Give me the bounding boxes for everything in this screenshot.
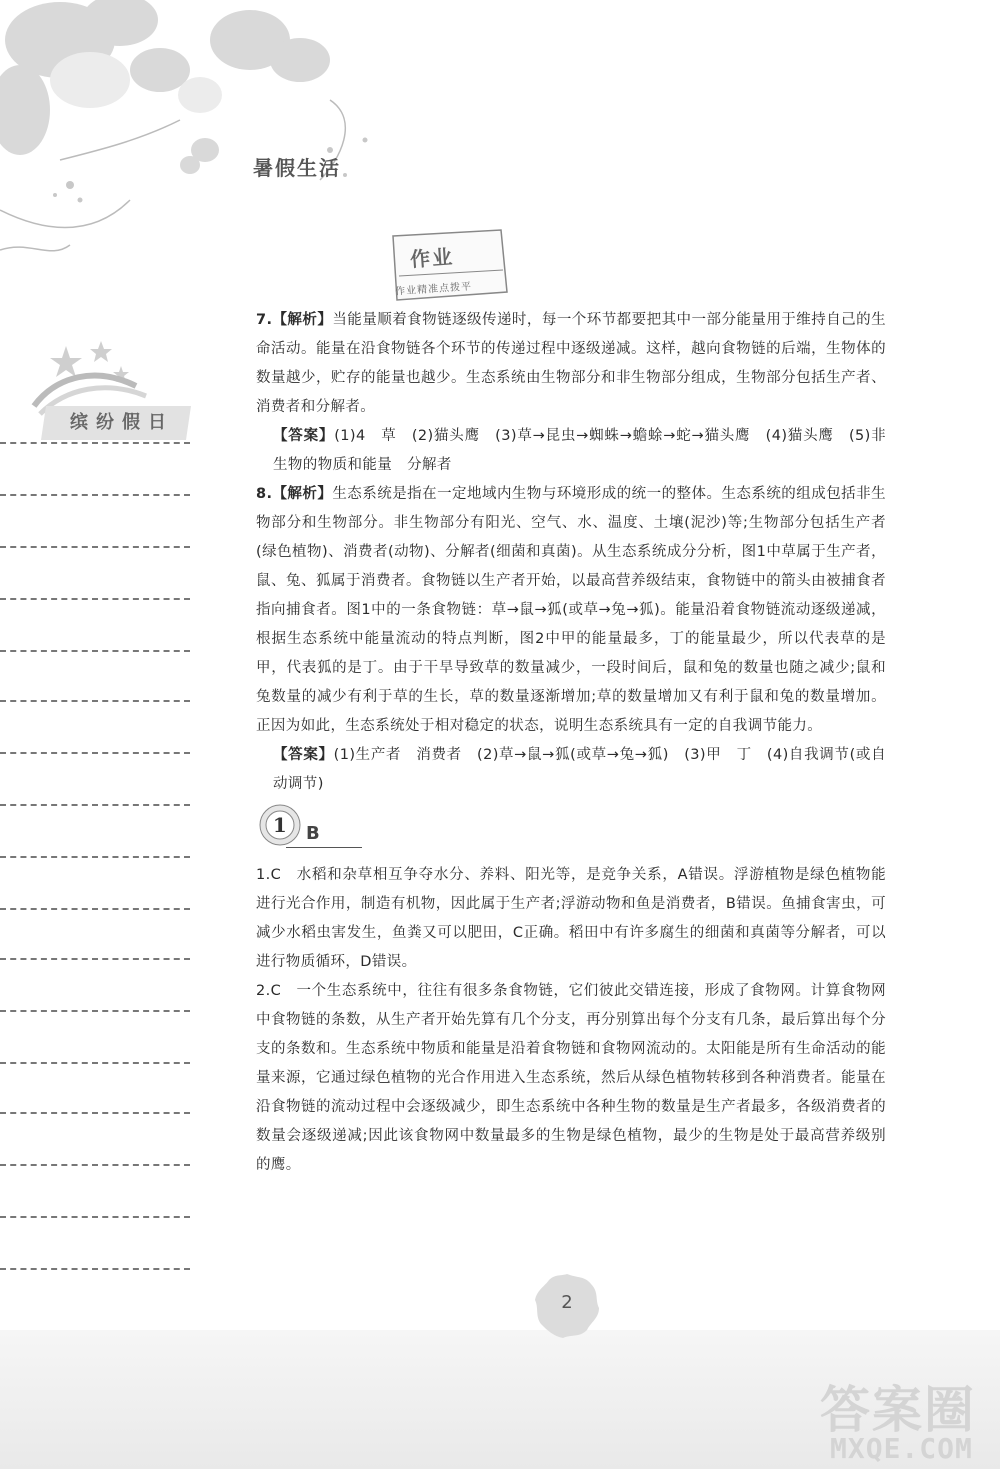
note-line xyxy=(0,494,190,496)
q8-analysis-text: 生态系统是指在一定地域内生物与环境形成的统一的整体。生态系统的组成包括非生物部分和生物部分。非生物部分有阳光、空气、水、温度、土壤(泥沙)等;生物部分包括生产者(绿色植物)、消费者(动物)、分解者(细菌和真菌)。从生态系统成分分析，图1中草属于生产者，鼠、兔、狐属于消费者。食物链以生产者开始，以最高营养级结束，食物链中的箭头由被捕食者指向捕食者。图1中的一条食物链：草→鼠→狐(或草→兔→狐)。能量沿着食物链流动逐级递减，根据生态系统中能量流动的特点判断，图2中甲的能量最多，丁的能量最少，所以代表草的是甲，代表狐的是丁。由于干旱导致草的数量减少，一段时间后，鼠和兔的数量也随之减少;鼠和兔数量的减少有利于草的生长，草的数量逐渐增加;草的数量增加又有利于鼠和兔的数量增加。正因为如此，生态系统处于相对稳定的状态，说明生态系统具有一定的自我调节能力。 xyxy=(256,486,886,734)
sidebar-badge-label: 缤纷假日 xyxy=(70,412,174,433)
note-line xyxy=(0,1062,190,1064)
note-line xyxy=(0,442,190,444)
note-line xyxy=(0,1010,190,1012)
section-underline xyxy=(286,847,362,848)
q7-analysis-tag: 7.【解析】 xyxy=(256,312,333,328)
q8-analysis xyxy=(256,480,886,741)
watermark-site: MXQE.COM xyxy=(830,1432,973,1465)
note-line xyxy=(0,752,190,754)
section-number-badge-icon xyxy=(258,803,302,847)
note-line xyxy=(0,908,190,910)
q7-analysis-text: 当能量顺着食物链逐级传递时，每一个环节都要把其中一部分能量用于维持自己的生命活动。能量在沿食物链各个环节的传递过程中逐级递减。这样，越向食物链的后端，生物体的数量越少，贮存的能量也越少。生态系统由生物部分和非生物部分组成，生物部分包括生产者、消费者和分解者。 xyxy=(256,312,886,415)
note-line xyxy=(0,1112,190,1114)
q8-answer xyxy=(256,741,886,799)
header-title: 暑假生活 xyxy=(253,156,341,180)
q8-answer-tag: 【答案】 xyxy=(273,747,334,763)
stamp-subtitle: 作业精准点拨平 xyxy=(394,281,473,298)
note-line xyxy=(0,1216,190,1218)
note-line xyxy=(0,1268,190,1270)
note-line xyxy=(0,546,190,548)
page-number: 2 xyxy=(561,1292,573,1313)
q8-analysis-tag: 8.【解析】 xyxy=(256,486,333,502)
note-line xyxy=(0,650,190,652)
section-letter: B xyxy=(306,823,321,844)
q7-answer-text: (1)4 草 (2)猫头鹰 (3)草→昆虫→蜘蛛→蟾蜍→蛇→猫头鹰 (4)猫头鹰 (5)非生物的物质和能量 分解者 xyxy=(273,428,886,473)
sec1-q2: 2.C 一个生态系统中，往往有很多条食物链，它们彼此交错连接，形成了食物网。计算食物网中食物链的条数，从生产者开始先算有几个分支，再分别算出每个分支有几条，最后算出每个分支的条数和。生态系统中物质和能量是沿着食物链和食物网流动的。太阳能是所有生命活动的能量来源，它通过绿色植物的光合作用进入生态系统，然后从绿色植物转移到各种消费者。能量在沿食物链的流动过程中会逐级减少，即生态系统中各种生物的数量是生产者最多，各级消费者的数量会逐级递减;因此该食物网中数量最多的生物是绿色植物，最少的生物是处于最高营养级别的鹰。 xyxy=(256,983,886,1173)
q8-answer-text: (1)生产者 消费者 (2)草→鼠→狐(或草→兔→狐) (3)甲 丁 (4)自我调节(或自动调节) xyxy=(273,747,886,792)
note-line xyxy=(0,700,190,702)
section-number: 1 xyxy=(272,813,288,837)
q7-analysis xyxy=(256,306,886,422)
note-line xyxy=(0,804,190,806)
section-heading xyxy=(256,799,886,861)
sec1-q1: 1.C 水稻和杂草相互争夺水分、养料、阳光等，是竞争关系，A错误。浮游植物是绿色植物能进行光合作用，制造有机物，因此属于生产者;浮游动物和鱼是消费者，B错误。鱼捕食害虫，可减少水稻虫害发生，鱼粪又可以肥田，C正确。稻田中有许多腐生的细菌和真菌等分解者，可以进行物质循环，D错误。 xyxy=(256,867,886,970)
note-line xyxy=(0,598,190,600)
note-line xyxy=(0,1164,190,1166)
note-line xyxy=(0,958,190,960)
watermark-logo: 答案圈 xyxy=(820,1381,976,1439)
q7-answer xyxy=(256,422,886,480)
answer-content xyxy=(256,306,886,1180)
note-line xyxy=(0,856,190,858)
q7-answer-tag: 【答案】 xyxy=(273,428,335,444)
stamp-title: 作业 xyxy=(409,244,455,272)
